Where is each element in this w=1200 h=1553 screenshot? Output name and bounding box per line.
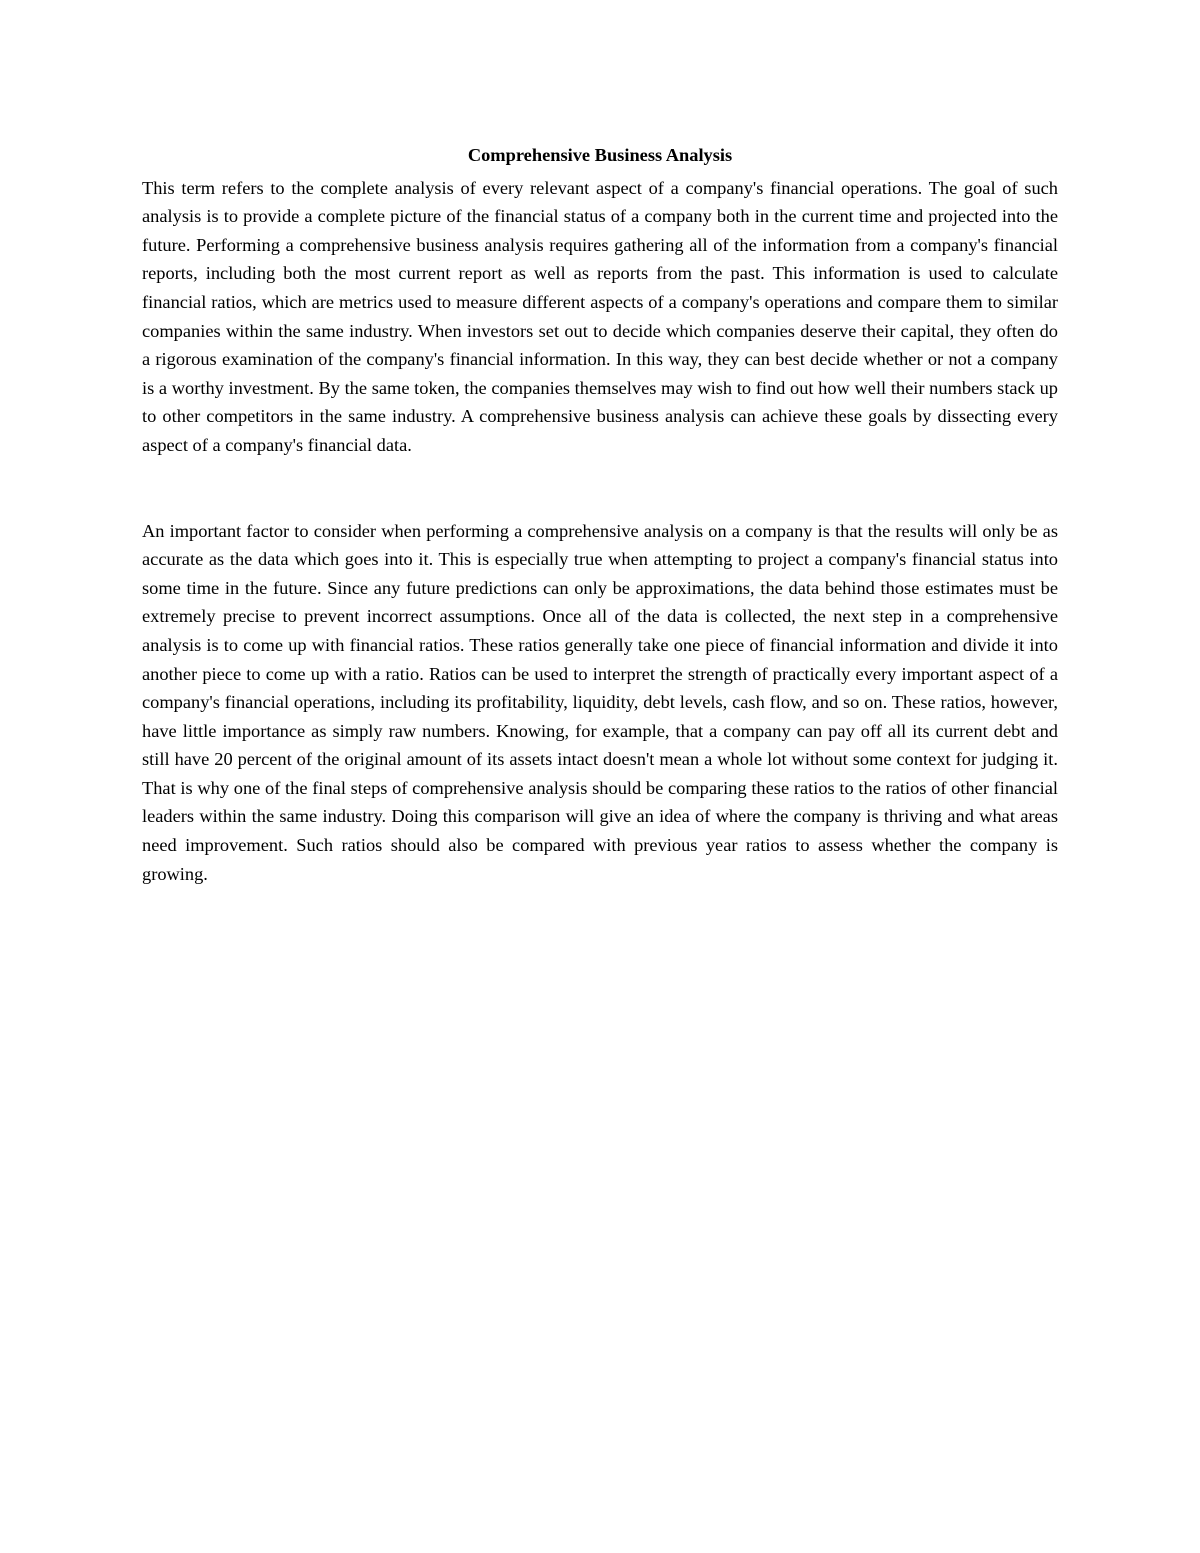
document-title: Comprehensive Business Analysis bbox=[467, 145, 733, 165]
document-body bbox=[142, 141, 1058, 888]
paragraph-important-factor: An important factor to consider when performing a comprehensive analysis on a company is that the results will only be as accurate as the data which goes into it. This is especially true when attempting to project a company's financial status into some time in the future. Since any future predictions can only be approximations, the data behind those estimates must be extremely precise to prevent incorrect assumptions. Once all of the data is collected, the next step in a comprehensive analysis is to come up with financial ratios. These ratios generally take one piece of financial information and divide it into another piece to come up with a ratio. Ratios can be used to interpret the strength of practically every important aspect of a company's financial operations, including its profitability, liquidity, debt levels, cash flow, and so on. These ratios, however, have little importance as simply raw numbers. Knowing, for example, that a company can pay off all its current debt and still have 20 percent of the original amount of its assets intact doesn't mean a whole lot without some context for judging it. That is why one of the final steps of comprehensive analysis should be comparing these ratios to the ratios of other financial leaders within the same industry. Doing this comparison will give an idea of where the company is thriving and what areas need improvement. Such ratios should also be compared with previous year ratios to assess whether the company is growing. bbox=[142, 520, 1058, 884]
paragraph-intro: This term refers to the complete analysis of every relevant aspect of a company's financial operations. The goal of such analysis is to provide a complete picture of the financial status of a company both in the current time and projected into the future. Performing a comprehensive business analysis requires gathering all of the information from a company's financial reports, including both the most current report as well as reports from the past. This information is used to calculate financial ratios, which are metrics used to measure different aspects of a company's operations and compare them to similar companies within the same industry. When investors set out to decide which companies deserve their capital, they often do a rigorous examination of the company's financial information. In this way, they can best decide whether or not a company is a worthy investment. By the same token, the companies themselves may wish to find out how well their numbers stack up to other competitors in the same industry. A comprehensive business analysis can achieve these goals by dissecting every aspect of a company's financial data. bbox=[142, 177, 1058, 455]
